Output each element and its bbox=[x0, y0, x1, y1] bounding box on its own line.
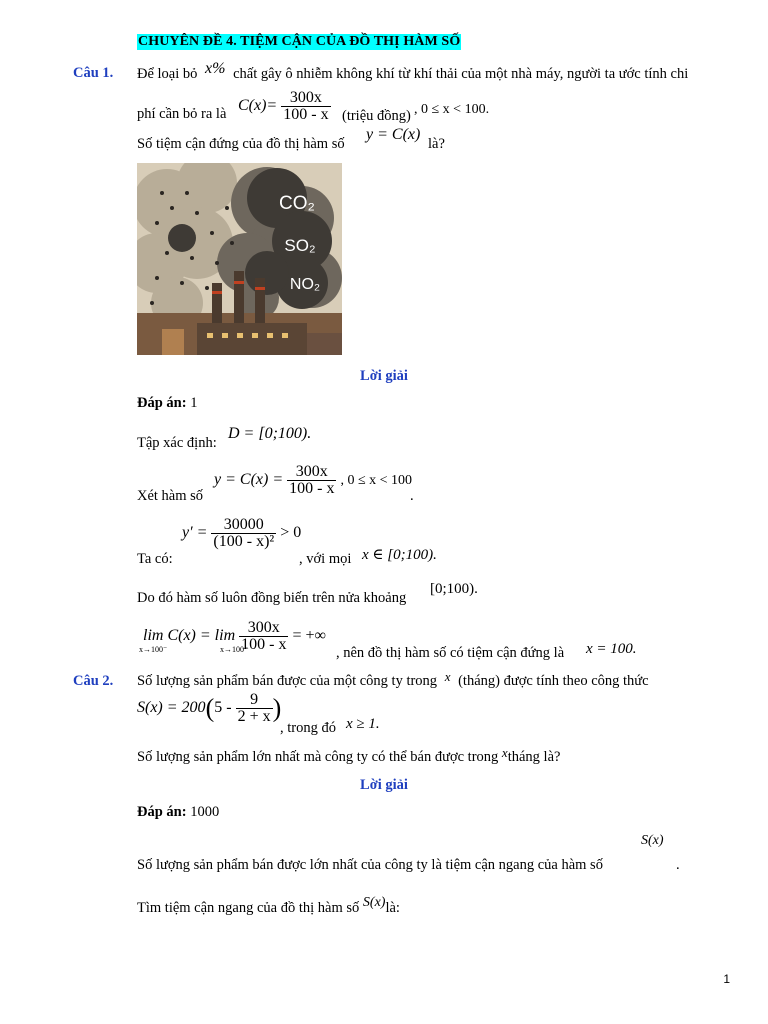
q1-limit-rhs: = +∞ bbox=[292, 627, 326, 645]
q2-find-pre: Tìm tiệm cận ngang của đồ thị hàm số bbox=[137, 900, 360, 916]
q1-increasing-pre: Do đó hàm số luôn đồng biến trên nửa khoảng bbox=[137, 590, 407, 606]
q1-text: Để loại bỏ bbox=[137, 66, 198, 82]
q1-line-1 bbox=[137, 60, 689, 83]
q2-question-var: x bbox=[501, 745, 508, 760]
so2-label: SO₂ bbox=[284, 236, 316, 255]
q2-max-line: Số lượng sản phẩm bán được lớn nhất của công ty là tiệm cận ngang của hàm số bbox=[137, 857, 603, 873]
q1-for-all: , với mọi bbox=[299, 551, 352, 567]
q2-find-post: là: bbox=[385, 900, 400, 916]
q1-var-x-percent: x% bbox=[205, 60, 226, 77]
q1-cx: C(x)= bbox=[238, 97, 278, 115]
q1-domain-set: D = [0;100). bbox=[228, 425, 312, 442]
q1-deriv-num: 30000 bbox=[211, 517, 276, 534]
q1-cost-formula bbox=[238, 90, 331, 123]
q1-have-pre: Ta có: bbox=[137, 551, 173, 567]
q2-question-pre: Số lượng sản phẩm lớn nhất mà công ty có thể bán được trong bbox=[137, 749, 499, 765]
q2-where-cond: x ≥ 1. bbox=[346, 716, 380, 732]
page-number: 1 bbox=[723, 972, 730, 986]
q2-formula-inner: 5 - bbox=[214, 699, 232, 717]
q2-max-period: . bbox=[676, 857, 680, 873]
q1-answer bbox=[137, 395, 197, 412]
q1-limit-sub-2: x→100⁻ bbox=[220, 645, 249, 654]
q2-solution-heading: Lời giải bbox=[360, 777, 408, 793]
q1-frac-den: 100 - x bbox=[283, 106, 329, 123]
q1-for-all-set: x ∈ [0;100). bbox=[362, 547, 437, 563]
q1-domain-line-pre: Tập xác định: bbox=[137, 435, 217, 451]
q2-where-cond-text: x ≥ 1 bbox=[346, 716, 376, 732]
q1-line-2-pre: phí cần bỏ ra là bbox=[137, 106, 227, 122]
q1-consider-fraction bbox=[287, 464, 336, 497]
q2-question bbox=[137, 745, 561, 766]
q1-limit-lhs: lim C(x) = lim bbox=[143, 627, 236, 645]
q1-conclusion: , nên đồ thị hàm số có tiệm cận đứng là bbox=[336, 645, 565, 661]
q2-paren-close: ) bbox=[272, 693, 282, 723]
q1-limit-sub-1: x→100⁻ bbox=[139, 645, 168, 654]
factory-smoke-image bbox=[137, 163, 342, 355]
q1-domain-set-text: D = [0;100) bbox=[228, 425, 308, 442]
q1-question-pre: Số tiệm cận đứng của đồ thị hàm số bbox=[137, 136, 345, 152]
q1-deriv-fraction bbox=[211, 517, 276, 550]
pollution-illustration bbox=[137, 163, 342, 355]
q2-question-post: tháng là? bbox=[507, 749, 561, 765]
q1-consider-den: 100 - x bbox=[289, 480, 335, 497]
co2-label: CO₂ bbox=[279, 193, 315, 214]
q2-answer-label: Đáp án: bbox=[137, 804, 187, 820]
q1-conclusion-eq-text: x = 100 bbox=[586, 641, 633, 657]
q1-answer-value: 1 bbox=[190, 395, 198, 411]
q1-consider-domain: , 0 ≤ x < 100 bbox=[340, 473, 413, 489]
q1-deriv-rhs: > 0 bbox=[280, 524, 302, 542]
question-2-label: Câu 2. bbox=[73, 673, 114, 689]
q1-answer-label: Đáp án: bbox=[137, 395, 187, 411]
q1-deriv-lhs: y′ = bbox=[182, 524, 208, 542]
q2-line-1 bbox=[137, 669, 649, 690]
q1-unit: (triệu đồng) bbox=[342, 108, 411, 124]
q1-consider-fn: y = C(x) = bbox=[214, 471, 284, 489]
q2-text: Số lượng sản phẩm bán được của một công ty trong bbox=[137, 673, 438, 689]
q1-consider-formula bbox=[214, 464, 412, 497]
q2-formula-num: 9 bbox=[236, 692, 273, 709]
q1-consider-num: 300x bbox=[287, 464, 336, 481]
q1-conclusion-eq: x = 100. bbox=[586, 641, 637, 657]
q1-domain-text: , 0 ≤ x < 100 bbox=[414, 102, 486, 117]
q2-where: , trong đó bbox=[280, 720, 336, 736]
q2-formula-fraction bbox=[236, 692, 273, 725]
q2-formula-lhs: S(x) = 200 bbox=[137, 699, 206, 717]
q2-formula-den: 2 + x bbox=[237, 708, 271, 725]
q1-consider-pre: Xét hàm số bbox=[137, 488, 204, 504]
q1-deriv-den: (100 - x)² bbox=[213, 533, 275, 550]
q1-limit-num: 300x bbox=[239, 620, 288, 637]
q1-text-cont: chất gây ô nhiễm không khí từ khí thải của một nhà máy, người ta ước tính chi bbox=[233, 66, 689, 82]
q2-find-line bbox=[137, 895, 400, 917]
question-1-label: Câu 1. bbox=[73, 65, 114, 81]
q2-find-fn: S(x) bbox=[362, 895, 386, 910]
q1-frac-num: 300x bbox=[281, 90, 330, 107]
q1-solution-heading: Lời giải bbox=[360, 368, 408, 384]
q2-var-x: x bbox=[444, 669, 451, 684]
q1-limit-den: 100 - x bbox=[241, 636, 287, 653]
q1-question-fn: y = C(x) bbox=[366, 126, 421, 143]
q1-consider-period: . bbox=[410, 488, 414, 504]
no2-label: NO₂ bbox=[289, 276, 321, 293]
q1-fraction bbox=[281, 90, 330, 123]
q2-answer bbox=[137, 804, 219, 821]
q2-sx-float: S(x) bbox=[641, 833, 664, 848]
q1-for-all-set-text: x ∈ [0;100) bbox=[362, 547, 434, 563]
q1-question-post: là? bbox=[428, 136, 445, 152]
q2-paren-open: ( bbox=[205, 693, 215, 723]
q2-answer-value: 1000 bbox=[190, 804, 220, 820]
q1-increasing-set: [0;100). bbox=[430, 581, 478, 597]
q1-domain: , 0 ≤ x < 100. bbox=[414, 102, 490, 117]
q2-text-cont: (tháng) được tính theo công thức bbox=[458, 673, 649, 689]
q1-increasing-set-text: [0;100) bbox=[430, 581, 475, 597]
q1-derivative bbox=[182, 517, 301, 550]
q2-formula bbox=[137, 692, 281, 725]
document-title: CHUYÊN ĐỀ 4. TIỆM CẬN CỦA ĐỒ THỊ HÀM SỐ bbox=[138, 34, 461, 49]
